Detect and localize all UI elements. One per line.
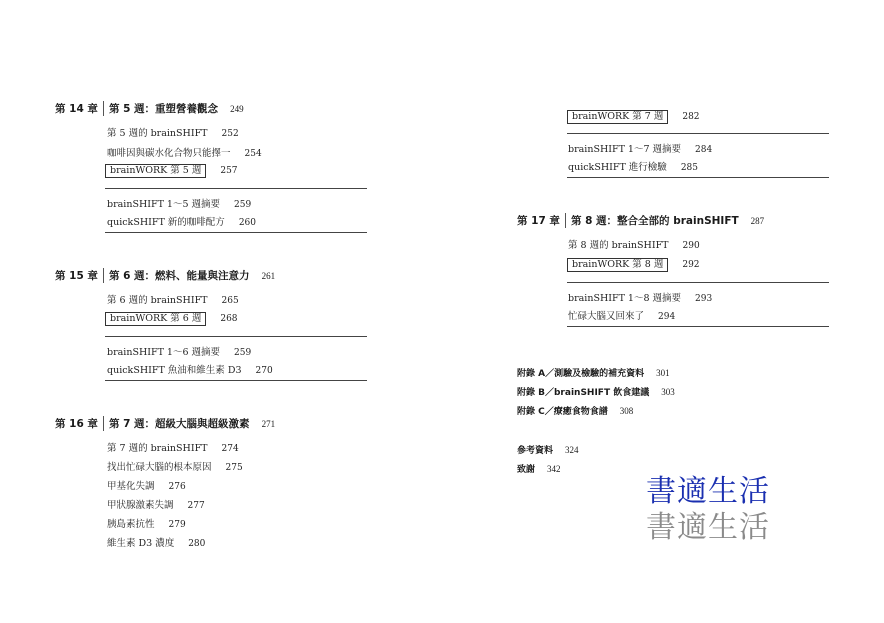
toc-item-text: quickSHIFT 進行檢驗	[568, 162, 667, 173]
toc-item-text: 第 8 週的 brainSHIFT	[568, 240, 669, 251]
toc-item	[107, 292, 239, 306]
chapter-number: 第 14 章	[55, 101, 104, 116]
appendix-title: 附錄 C／療癒食物食譜	[517, 407, 608, 417]
chapter-14-heading	[55, 101, 244, 116]
chapter-page: 261	[261, 271, 276, 281]
acknowledgements-page: 342	[547, 464, 561, 474]
toc-item-page: 265	[221, 296, 239, 306]
toc-item	[568, 308, 675, 322]
toc-item-text: quickSHIFT 新的咖啡配方	[107, 217, 225, 228]
appendix-b	[517, 385, 675, 398]
brainwork-box: brainWORK 第 5 週	[105, 164, 206, 178]
toc-item	[107, 535, 205, 549]
toc-item-text: quickSHIFT 魚油和維生素 D3	[107, 365, 242, 376]
toc-item-boxed	[105, 164, 238, 178]
toc-item	[107, 214, 256, 228]
section-divider	[105, 188, 367, 189]
toc-item-page: 277	[187, 501, 205, 511]
section-divider	[105, 336, 367, 337]
chapter-17-heading	[517, 213, 764, 228]
toc-item-text: 甲狀腺激素失調	[107, 500, 174, 511]
chapter-title: 第 8 週：整合全部的 brainSHIFT	[570, 215, 739, 227]
toc-item	[107, 196, 251, 210]
toc-item-page: 284	[695, 145, 713, 155]
toc-item-page: 276	[168, 482, 186, 492]
toc-item-page: 293	[695, 294, 713, 304]
toc-item-boxed	[567, 258, 700, 272]
toc-item-page: 270	[255, 366, 273, 376]
toc-item-page: 252	[221, 129, 239, 139]
toc-item-page: 260	[238, 218, 256, 228]
watermark-gray: 書適生活	[646, 510, 770, 545]
chapter-number: 第 16 章	[55, 416, 104, 431]
appendix-title: 附錄 A／測驗及檢驗的補充資料	[517, 369, 645, 379]
chapter-title: 第 7 週：超級大腦與超級激素	[108, 418, 250, 430]
toc-item-boxed	[567, 110, 700, 124]
appendix-title: 附錄 B／brainSHIFT 飲食建議	[517, 388, 650, 398]
toc-item-page: 259	[234, 200, 252, 210]
toc-item	[107, 145, 262, 159]
toc-item-text: 咖啡因與碳水化合物只能擇一	[107, 148, 231, 159]
toc-item	[107, 362, 273, 376]
toc-item-page: 268	[220, 314, 238, 324]
toc-item	[568, 159, 698, 173]
toc-item-boxed	[105, 312, 238, 326]
brainwork-box: brainWORK 第 8 週	[567, 258, 668, 272]
appendix-c	[517, 404, 633, 417]
section-divider	[567, 133, 829, 134]
brainwork-box: brainWORK 第 7 週	[567, 110, 668, 124]
acknowledgements-title: 致謝	[517, 465, 536, 475]
toc-item-text: 維生素 D3 濃度	[107, 538, 175, 549]
section-divider	[567, 282, 829, 283]
toc-item-text: 第 6 週的 brainSHIFT	[107, 295, 208, 306]
toc-item	[107, 459, 243, 473]
references-title: 參考資料	[517, 446, 554, 456]
toc-item	[107, 344, 251, 358]
toc-item-page: 285	[680, 163, 698, 173]
toc-item-page: 294	[658, 312, 676, 322]
watermark-blue: 書適生活	[646, 474, 770, 509]
chapter-number: 第 17 章	[517, 213, 566, 228]
toc-item-page: 292	[682, 260, 700, 270]
references	[517, 443, 579, 456]
chapter-page: 249	[230, 104, 244, 114]
toc-item	[568, 141, 712, 155]
toc-item-page: 279	[168, 520, 186, 530]
appendix-a	[517, 366, 670, 379]
toc-item-page: 257	[220, 166, 238, 176]
toc-item	[568, 237, 700, 251]
toc-item-text: 甲基化失調	[107, 481, 155, 492]
section-divider	[567, 326, 829, 327]
toc-item-page: 259	[234, 348, 252, 358]
toc-item-page: 280	[188, 539, 206, 549]
toc-item	[107, 516, 186, 530]
chapter-title: 第 6 週：燃料、能量與注意力	[108, 270, 250, 282]
toc-item-page: 290	[682, 241, 700, 251]
toc-item-text: 第 7 週的 brainSHIFT	[107, 443, 208, 454]
toc-item-text: brainSHIFT 1～5 週摘要	[107, 199, 221, 210]
toc-item-text: 找出忙碌大腦的根本原因	[107, 462, 212, 473]
toc-item	[107, 478, 186, 492]
chapter-title: 第 5 週：重塑營養觀念	[108, 103, 219, 115]
toc-item	[107, 497, 205, 511]
chapter-number: 第 15 章	[55, 268, 104, 283]
toc-item	[107, 440, 239, 454]
section-divider	[105, 232, 367, 233]
appendix-page: 303	[661, 387, 675, 397]
chapter-15-heading	[55, 268, 275, 283]
toc-item-text: brainSHIFT 1～8 週摘要	[568, 293, 682, 304]
toc-item-page: 274	[221, 444, 239, 454]
section-divider	[105, 380, 367, 381]
chapter-page: 287	[750, 216, 765, 226]
toc-item-text: 胰島素抗性	[107, 519, 155, 530]
appendix-page: 308	[619, 406, 634, 416]
references-page: 324	[565, 445, 579, 455]
chapter-16-heading	[55, 416, 275, 431]
toc-item-text: 忙碌大腦又回來了	[568, 311, 645, 322]
toc-item-page: 282	[682, 112, 700, 122]
section-divider	[567, 177, 829, 178]
toc-item-text: brainSHIFT 1～7 週摘要	[568, 144, 682, 155]
toc-item-text: 第 5 週的 brainSHIFT	[107, 128, 208, 139]
toc-item-page: 254	[244, 149, 262, 159]
toc-item-page: 275	[225, 463, 243, 473]
toc-item	[568, 290, 712, 304]
toc-item-text: brainSHIFT 1～6 週摘要	[107, 347, 221, 358]
appendix-page: 301	[656, 368, 670, 378]
brainwork-box: brainWORK 第 6 週	[105, 312, 206, 326]
acknowledgements	[517, 462, 561, 475]
toc-item	[107, 125, 239, 139]
chapter-page: 271	[261, 419, 276, 429]
